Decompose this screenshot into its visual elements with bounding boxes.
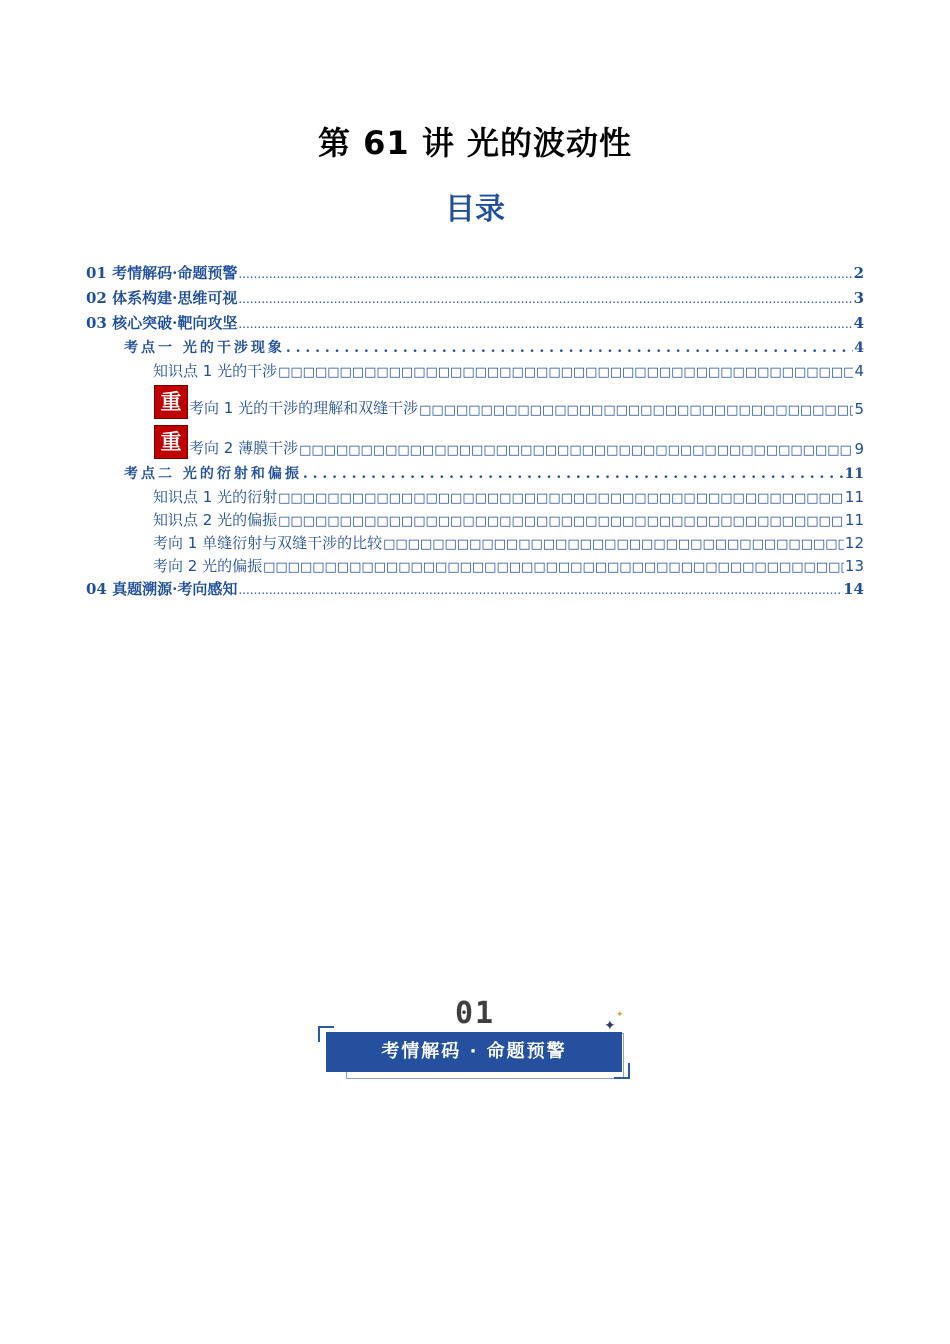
toc-entry-direction-1[interactable]	[86, 383, 864, 423]
toc-entry-knowledge-1[interactable]	[86, 360, 864, 383]
toc-entry-label: 知识点 1 光的衍射	[153, 488, 278, 506]
toc-entry-01[interactable]	[86, 262, 864, 287]
box-leader	[278, 511, 844, 529]
toc-page-number: 5	[854, 400, 864, 418]
toc-page-number: 11	[844, 488, 864, 506]
toc-heading: 目录	[445, 192, 505, 227]
toc-entry-direction-2[interactable]	[86, 423, 864, 463]
section-banner-title: 考情解码 · 命题预警	[326, 1032, 622, 1072]
toc-entry-direction-2b[interactable]	[86, 555, 864, 578]
toc-entry-label: 01 考情解码·命题预警	[86, 264, 238, 282]
toc-entry-topic-1[interactable]	[86, 337, 864, 360]
toc-entry-label: 知识点 2 光的偏振	[153, 511, 278, 529]
toc-entry-label: 知识点 1 光的干涉	[153, 362, 278, 380]
dot-leader	[238, 264, 852, 282]
toc-page-number: 11	[844, 511, 864, 529]
dot-leader	[238, 314, 852, 332]
dot-leader	[286, 340, 853, 356]
table-of-contents	[86, 262, 864, 603]
toc-page-number: 13	[844, 557, 864, 575]
toc-entry-knowledge-1b[interactable]	[86, 486, 864, 509]
toc-entry-knowledge-2b[interactable]	[86, 509, 864, 532]
box-leader	[278, 362, 853, 380]
lecture-title: 第 61 讲 光的波动性	[318, 124, 632, 162]
toc-entry-direction-1b[interactable]	[86, 532, 864, 555]
toc-entry-label: 考向 2 光的偏振	[153, 557, 263, 575]
toc-entry-label: 04 真题溯源·考向感知	[86, 580, 238, 598]
toc-entry-02[interactable]	[86, 287, 864, 312]
toc-entry-label: 考点一 光的干涉现象	[124, 340, 285, 356]
toc-entry-label: 考点二 光的衍射和偏振	[124, 466, 302, 482]
toc-page-number: 4	[853, 314, 864, 332]
toc-entry-04[interactable]	[86, 578, 864, 603]
toc-entry-label: 考向 1 光的干涉的理解和双缝干涉	[189, 399, 419, 417]
toc-page-number: 11	[844, 466, 864, 482]
box-leader	[263, 557, 844, 575]
toc-page-number: 12	[844, 534, 864, 552]
toc-entry-label: 考向 1 单缝衍射与双缝干涉的比较	[153, 534, 383, 552]
toc-page-number: 14	[843, 580, 864, 598]
dot-leader	[303, 466, 844, 482]
toc-entry-03[interactable]	[86, 312, 864, 337]
section-number: 01	[454, 996, 496, 1031]
toc-page-number: 9	[854, 440, 864, 458]
toc-page-number: 4	[854, 340, 864, 356]
sparkle-icon: ✦	[616, 1010, 624, 1020]
toc-entry-label: 考向 2 薄膜干涉	[189, 439, 299, 457]
toc-page-number: 3	[853, 289, 864, 307]
box-leader	[419, 400, 853, 423]
box-leader	[278, 488, 844, 506]
toc-entry-topic-2[interactable]	[86, 463, 864, 486]
box-leader	[383, 534, 844, 552]
key-point-badge: 重	[154, 385, 188, 419]
toc-entry-label: 02 体系构建·思维可视	[86, 289, 238, 307]
corner-bracket-icon	[614, 1063, 630, 1079]
dot-leader	[238, 289, 852, 307]
key-point-badge: 重	[154, 425, 188, 459]
toc-page-number: 4	[854, 362, 864, 380]
toc-page-number: 2	[853, 264, 864, 282]
dot-leader	[238, 580, 842, 598]
box-leader	[299, 440, 853, 463]
toc-entry-label: 03 核心突破·靶向攻坚	[86, 314, 238, 332]
sparkle-icon: ✦	[604, 1018, 616, 1034]
